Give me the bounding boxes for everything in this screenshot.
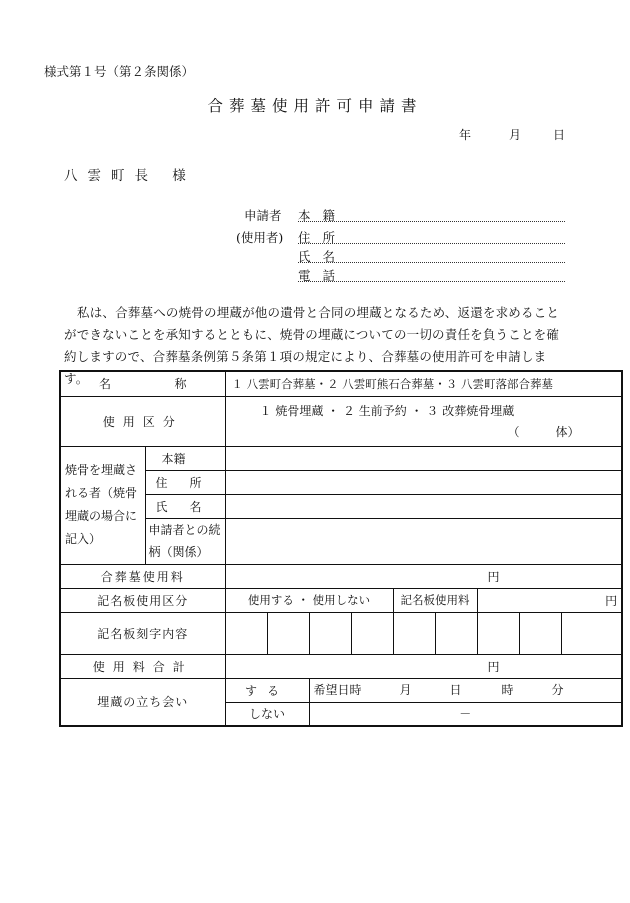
- row-engraving: [60, 612, 622, 654]
- usage-options-cell[interactable]: [225, 396, 622, 446]
- applicant-field-phone: 電話: [298, 268, 348, 283]
- applicant-honseki-line[interactable]: [298, 221, 565, 222]
- applicant-address-line[interactable]: [298, 243, 565, 244]
- engraving-box-9[interactable]: [561, 612, 622, 654]
- engraving-box-3[interactable]: [309, 612, 351, 654]
- attend-label: 埋蔵の立ち会い: [60, 678, 225, 726]
- plate-usage-options[interactable]: 使用する ・ 使用しない: [225, 588, 393, 612]
- row-deceased-address: [60, 470, 622, 494]
- usage-label: 使用区分: [60, 396, 225, 446]
- deceased-name-input[interactable]: [225, 494, 622, 518]
- deceased-name-label: 氏名: [145, 494, 225, 518]
- cemetery-name-options[interactable]: １ 八雲町合葬墓・２ 八雲町熊石合葬墓・３ 八雲町落部合葬墓: [225, 371, 622, 396]
- row-total: [60, 654, 622, 678]
- applicant-field-address: 住所: [298, 230, 348, 245]
- plate-fee-label: 記名板使用料: [393, 588, 477, 612]
- applicant-label: 申請者: [244, 208, 282, 223]
- form-number: 様式第１号（第２条関係）: [44, 64, 195, 79]
- deceased-relation-input[interactable]: [225, 518, 622, 564]
- name-label-cell: [60, 371, 225, 396]
- addressee: 八雲町長 様: [64, 168, 196, 184]
- application-table: [59, 370, 623, 727]
- attend-datetime[interactable]: [309, 678, 622, 702]
- row-attend-yes: [60, 678, 622, 702]
- deceased-label: 焼骨を埋蔵される者（焼骨埋蔵の場合に記入）: [60, 446, 145, 564]
- attend-date-label: 希望日時: [313, 683, 362, 697]
- engraving-box-1[interactable]: [225, 612, 267, 654]
- attend-yes-option[interactable]: する: [225, 678, 309, 702]
- usage-bodies-open: （: [507, 425, 520, 439]
- engraving-box-8[interactable]: [519, 612, 561, 654]
- attend-hour-label: 時: [501, 683, 514, 697]
- row-name: [60, 371, 622, 396]
- total-yen: 円: [487, 659, 500, 674]
- row-deceased-relation: [60, 518, 622, 564]
- deceased-honseki-input[interactable]: [225, 446, 622, 470]
- row-deceased-name: [60, 494, 622, 518]
- engraving-box-2[interactable]: [267, 612, 309, 654]
- engraving-label: 記名板刻字内容: [60, 612, 225, 654]
- deceased-address-input[interactable]: [225, 470, 622, 494]
- row-deceased-honseki: [60, 446, 622, 470]
- deceased-address-label: 住所: [145, 470, 225, 494]
- date-day-label: 日: [553, 128, 566, 142]
- page-title: 合葬墓使用許可申請書: [207, 97, 423, 115]
- usage-options[interactable]: １ 焼骨埋蔵 ・ ２ 生前予約 ・ ３ 改葬焼骨埋蔵: [259, 404, 515, 418]
- engraving-box-5[interactable]: [393, 612, 435, 654]
- user-label: (使用者): [236, 230, 284, 245]
- total-input[interactable]: [225, 654, 622, 678]
- fee-label: 合葬墓使用料: [60, 564, 225, 588]
- applicant-name-line[interactable]: [298, 262, 565, 263]
- usage-bodies-close: 体）: [555, 425, 580, 439]
- plate-usage-label: 記名板使用区分: [60, 588, 225, 612]
- attend-no-value: －: [309, 702, 622, 726]
- attend-no-option[interactable]: しない: [225, 702, 309, 726]
- fee-yen: 円: [487, 569, 500, 584]
- row-plate-usage: [60, 588, 622, 612]
- attend-month-label: 月: [399, 683, 412, 697]
- plate-fee-input[interactable]: [477, 588, 622, 612]
- total-label: 使用料合計: [60, 654, 225, 678]
- engraving-box-6[interactable]: [435, 612, 477, 654]
- engraving-box-4[interactable]: [351, 612, 393, 654]
- applicant-phone-line[interactable]: [298, 281, 565, 282]
- row-usage: [60, 396, 622, 446]
- engraving-box-7[interactable]: [477, 612, 519, 654]
- fee-input[interactable]: [225, 564, 622, 588]
- attend-day-label: 日: [449, 683, 462, 697]
- date-year-label: 年: [459, 128, 472, 142]
- declaration-text: 私は、合葬墓への焼骨の埋蔵が他の遺骨と合同の埋蔵となるため、返還を求めることができないことを承知するとともに、焼骨の埋蔵についての一切の責任を負うことを確約しますので、合葬墓条例第５条第１項の規定により、合葬墓の使用許可を申請します。: [64, 305, 560, 386]
- deceased-relation-label: 申請者との続柄（関係）: [145, 518, 225, 564]
- date-month-label: 月: [509, 128, 522, 142]
- deceased-honseki-label: [145, 446, 225, 470]
- name-label-a: 名: [99, 377, 112, 392]
- attend-minute-label: 分: [551, 683, 564, 697]
- plate-fee-yen: 円: [605, 593, 618, 608]
- name-label-b: 称: [174, 377, 187, 392]
- applicant-field-honseki: 本籍: [298, 208, 348, 223]
- row-fee: [60, 564, 622, 588]
- applicant-field-name: 氏名: [298, 249, 348, 264]
- deceased-honseki-text: 本籍: [161, 451, 186, 466]
